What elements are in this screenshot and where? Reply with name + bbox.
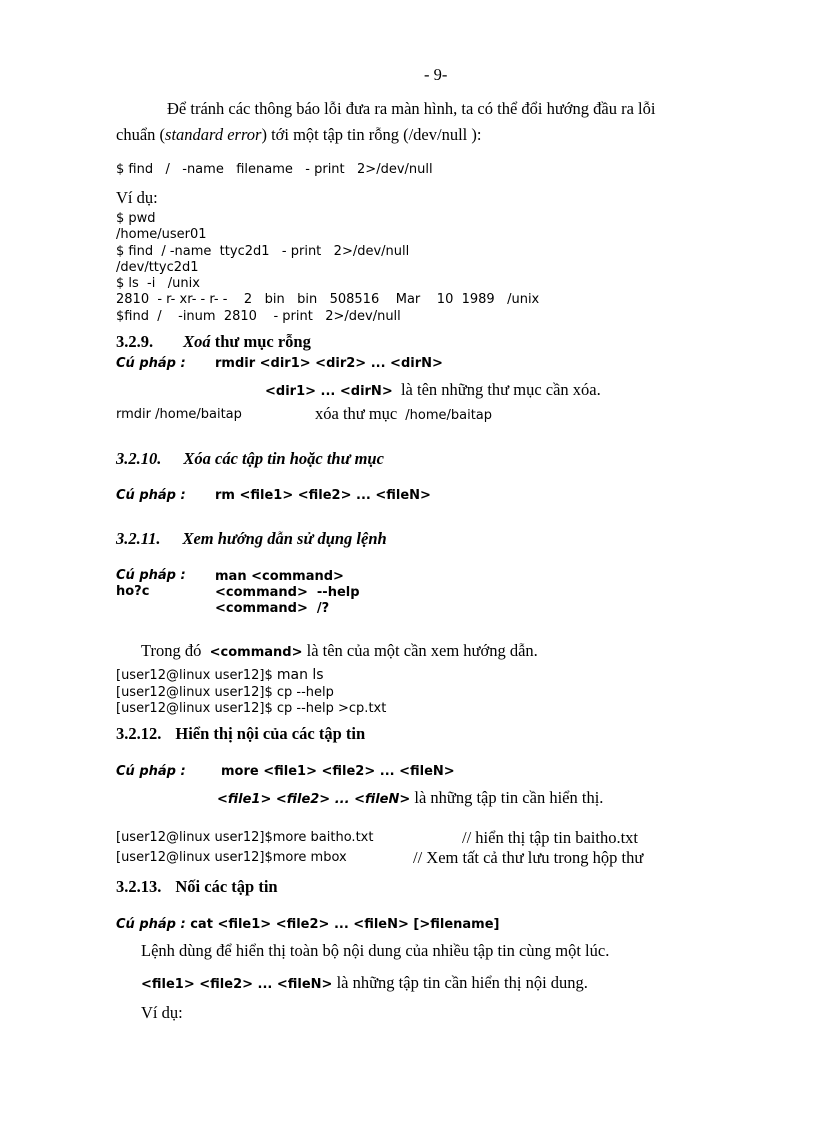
syntax-line: <command> /? [215,601,330,616]
section-title: Xóa các tập tin hoặc thư mục [183,449,384,468]
section-3-2-11-heading [116,530,387,549]
rmdir-example-cmd: rmdir /home/baitap [116,407,242,422]
rmdir-syntax: rmdir <dir1> <dir2> ... <dirN> [215,356,443,371]
example-line: [user12@linux user12]$ cp --help [116,684,334,700]
example-line: 2810 - r- xr- - r- - 2 bin bin 508516 Mar 10 1989 /unix [116,292,540,308]
cat-description-1: Lệnh dùng để hiển thị toàn bộ nội dung của nhiều tập tin cùng một lúc. [141,941,610,960]
desc-command: <command> [209,645,303,660]
syntax-line: man <command> [215,569,344,584]
syntax-label [116,765,186,780]
intro-text-end: ) tới một tập tin rỗng (/dev/null ): [261,125,482,144]
more-desc-text: là những tập tin cần hiển thị. [410,788,604,807]
desc-text-end: là tên của một cần xem hướng dẫn. [302,641,538,660]
intro-text: chuẩn ( [116,125,166,144]
section-title: Xem hướng dẫn sử dụng lệnh [182,529,387,548]
man-syntax-block [215,569,360,617]
section-number: 3.2.9. [116,332,154,351]
example-line: $find / -inum 2810 - print 2>/dev/null [116,308,401,324]
man-command: man ls [276,667,324,683]
syntax-label-text: Cú pháp : [116,568,186,583]
page-number: - 9- [424,65,448,84]
rmdir-example-desc [315,405,492,424]
syntax-label-text: Cú pháp : [116,356,186,371]
section-title: Nối các tập tin [175,877,278,896]
prompt: [user12@linux user12]$ [116,668,277,683]
section-number: 3.2.10. [116,449,162,468]
more-syntax: more <file1> <file2> ... <fileN> [221,764,455,779]
example-label: Ví dụ: [116,188,158,207]
desc-text: Trong đó [141,641,210,660]
rmdir-example-path: /home/baitap [405,408,493,423]
syntax-label-text: Cú pháp : [116,917,186,932]
section-3-2-10-heading [116,450,384,469]
section-title-italic: Xoá [183,332,211,351]
or-label: ho?c [116,584,150,599]
section-number: 3.2.11. [116,529,161,548]
syntax-line: <command> --help [215,585,360,600]
more-example-2-desc: // Xem tất cả thư lưu trong hộp thư [413,848,644,867]
rmdir-example-text: xóa thư mục [315,404,398,423]
syntax-label [116,489,186,504]
more-example-1-desc: // hiển thị tập tin baitho.txt [462,828,638,847]
rmdir-args: <dir1> ... <dirN> [265,384,393,399]
man-description [141,642,538,661]
example-line: /dev/ttyc2d1 [116,259,199,275]
more-example-1-cmd: [user12@linux user12]$more baitho.txt [116,830,374,845]
intro-italic: standard error [165,125,262,144]
section-title: thư mục rỗng [210,332,311,351]
cat-syntax-line [116,918,499,933]
syntax-label [116,357,186,372]
man-examples [116,667,386,718]
cat-description-2 [141,974,588,993]
rm-syntax: rm <file1> <file2> ... <fileN> [215,488,431,503]
example-line: /home/user01 [116,227,207,243]
section-3-2-9-heading [116,333,311,352]
section-title: Hiển thị nội của các tập tin [175,724,366,743]
example-line [116,667,386,685]
syntax-label-text: Cú pháp : [116,488,186,503]
more-example-2-cmd: [user12@linux user12]$more mbox [116,850,347,865]
example-line: $ find / -name ttyc2d1 - print 2>/dev/null [116,243,410,259]
intro-line-1: Để tránh các thông báo lỗi đưa ra màn hình, ta có thể đổi hướng đầu ra lỗi [167,99,656,118]
example-line: $ ls -i /unix [116,276,200,292]
find-command: $ find / -name filename - print 2>/dev/null [116,162,433,177]
section-number: 3.2.13. [116,877,162,896]
syntax-label [116,569,186,584]
cat-desc-text: là những tập tin cần hiển thị nội dung. [332,973,588,992]
rmdir-desc-text: là tên những thư mục cần xóa. [392,380,601,399]
intro-line-2 [116,126,481,145]
section-3-2-12-heading [116,725,365,744]
section-number: 3.2.12. [116,724,162,743]
cat-syntax: cat <file1> <file2> ... <fileN> [>filename] [190,917,500,932]
more-args: <file1> <file2> ... <fileN> [217,792,411,807]
syntax-label-text: Cú pháp : [116,764,186,779]
example-block [116,211,539,325]
section-3-2-13-heading [116,878,278,897]
cat-args: <file1> <file2> ... <fileN> [141,977,333,992]
rmdir-description [265,381,601,400]
example-label-2: Ví dụ: [141,1003,183,1022]
example-line: [user12@linux user12]$ cp --help >cp.txt [116,701,387,716]
example-line: $ pwd [116,211,156,226]
more-description [217,789,603,808]
